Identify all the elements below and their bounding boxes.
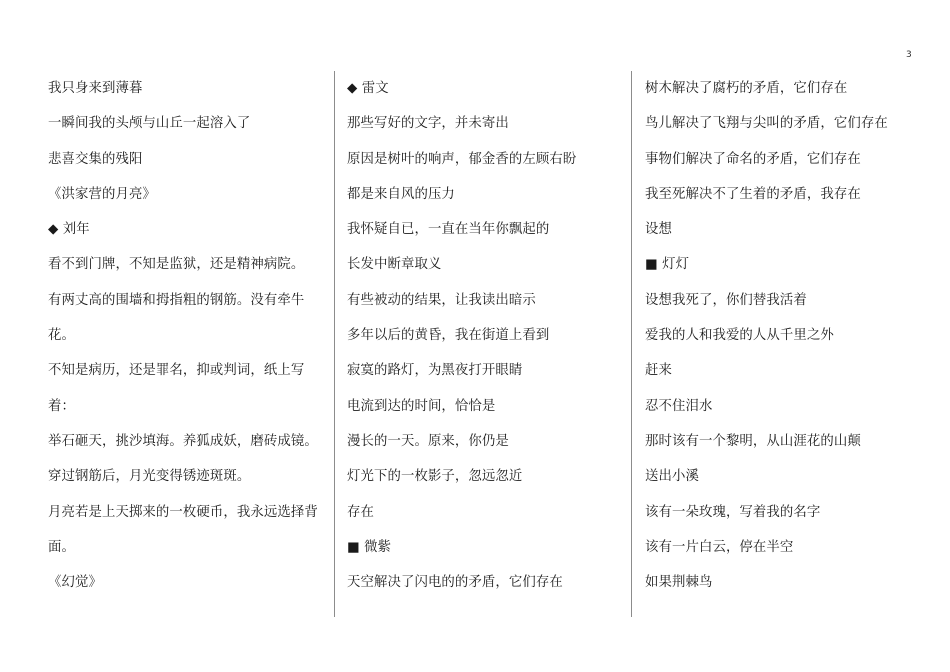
page-number: 3 — [906, 50, 912, 60]
text-line: 面。 — [48, 539, 75, 555]
text-line: 我怀疑自已，一直在当年你飘起的 — [347, 222, 550, 238]
text-line: 如果荆棘鸟 — [645, 575, 713, 591]
text-line: 穿过钢筋后，月光变得锈迹斑斑。 — [48, 469, 251, 485]
text-line: 我只身来到薄暮 — [48, 81, 143, 96]
text-line: 电流到达的时间，恰恰是 — [347, 398, 496, 414]
text-line: 天空解决了闪电的的矛盾，它们存在 — [347, 575, 563, 591]
text-line: ◆ 雷文 — [347, 81, 389, 96]
text-line: 该有一片白云，停在半空 — [645, 539, 794, 555]
text-line: 有两丈高的围墙和拇指粗的钢筋。没有牵牛 — [48, 292, 305, 308]
text-line: 忍不住泪水 — [645, 398, 713, 414]
text-line: 漫长的一天。原来，你仍是 — [347, 433, 509, 449]
column-divider — [631, 71, 632, 617]
column-divider — [334, 71, 335, 617]
text-line: 那些写好的文字，并未寄出 — [347, 116, 509, 132]
text-line: ■ 灯灯 — [645, 257, 690, 273]
text-line: 树木解决了腐朽的矛盾，它们存在 — [645, 81, 848, 96]
text-column-1 — [48, 71, 328, 600]
text-line: 都是来自风的压力 — [347, 186, 455, 202]
text-line: 多年以后的黄昏，我在街道上看到 — [347, 328, 550, 344]
text-line: 月亮若是上天掷来的一枚硬币，我永远选择背 — [48, 504, 318, 520]
text-line: 着： — [48, 398, 75, 414]
text-line: 爱我的人和我爱的人从千里之外 — [645, 328, 834, 344]
text-line: 有些被动的结果，让我读出暗示 — [347, 292, 536, 308]
text-line: 那时该有一个黎明，从山涯花的山颠 — [645, 433, 861, 449]
text-line: 一瞬间我的头颅与山丘一起溶入了 — [48, 116, 251, 132]
text-line: 《幻觉》 — [48, 575, 102, 591]
text-line: 事物们解决了命名的矛盾，它们存在 — [645, 151, 861, 167]
text-line: 寂寞的路灯，为黑夜打开眼睛 — [347, 363, 523, 379]
text-line: 《洪家营的月亮》 — [48, 186, 156, 202]
text-line: 存在 — [347, 504, 374, 520]
text-line: 我至死解决不了生着的矛盾，我存在 — [645, 186, 861, 202]
text-line: ◆ 刘年 — [48, 222, 90, 238]
text-line: 设想 — [645, 222, 672, 238]
text-line: 灯光下的一枚影子，忽远忽近 — [347, 469, 523, 485]
text-line: 原因是树叶的响声，郁金香的左顾右盼 — [347, 151, 577, 167]
text-line: 长发中断章取义 — [347, 257, 442, 273]
text-line: 看不到门牌，不知是监狱，还是精神病院。 — [48, 257, 305, 273]
text-line: 不知是病历，还是罪名，抑或判词，纸上写 — [48, 363, 305, 379]
text-line: 悲喜交集的残阳 — [48, 151, 143, 167]
text-line: ■ 微紫 — [347, 539, 392, 555]
text-column-2 — [347, 71, 627, 600]
text-column-3 — [645, 71, 930, 600]
text-line: 该有一朵玫瑰，写着我的名字 — [645, 504, 821, 520]
text-line: 举石砸天，挑沙填海。养狐成妖，磨砖成镜。 — [48, 433, 318, 449]
text-line: 赶来 — [645, 363, 672, 379]
text-line: 设想我死了，你们替我活着 — [645, 292, 807, 308]
text-line: 花。 — [48, 328, 75, 344]
text-line: 鸟儿解决了飞翔与尖叫的矛盾，它们存在 — [645, 116, 888, 132]
text-line: 送出小溪 — [645, 469, 699, 485]
